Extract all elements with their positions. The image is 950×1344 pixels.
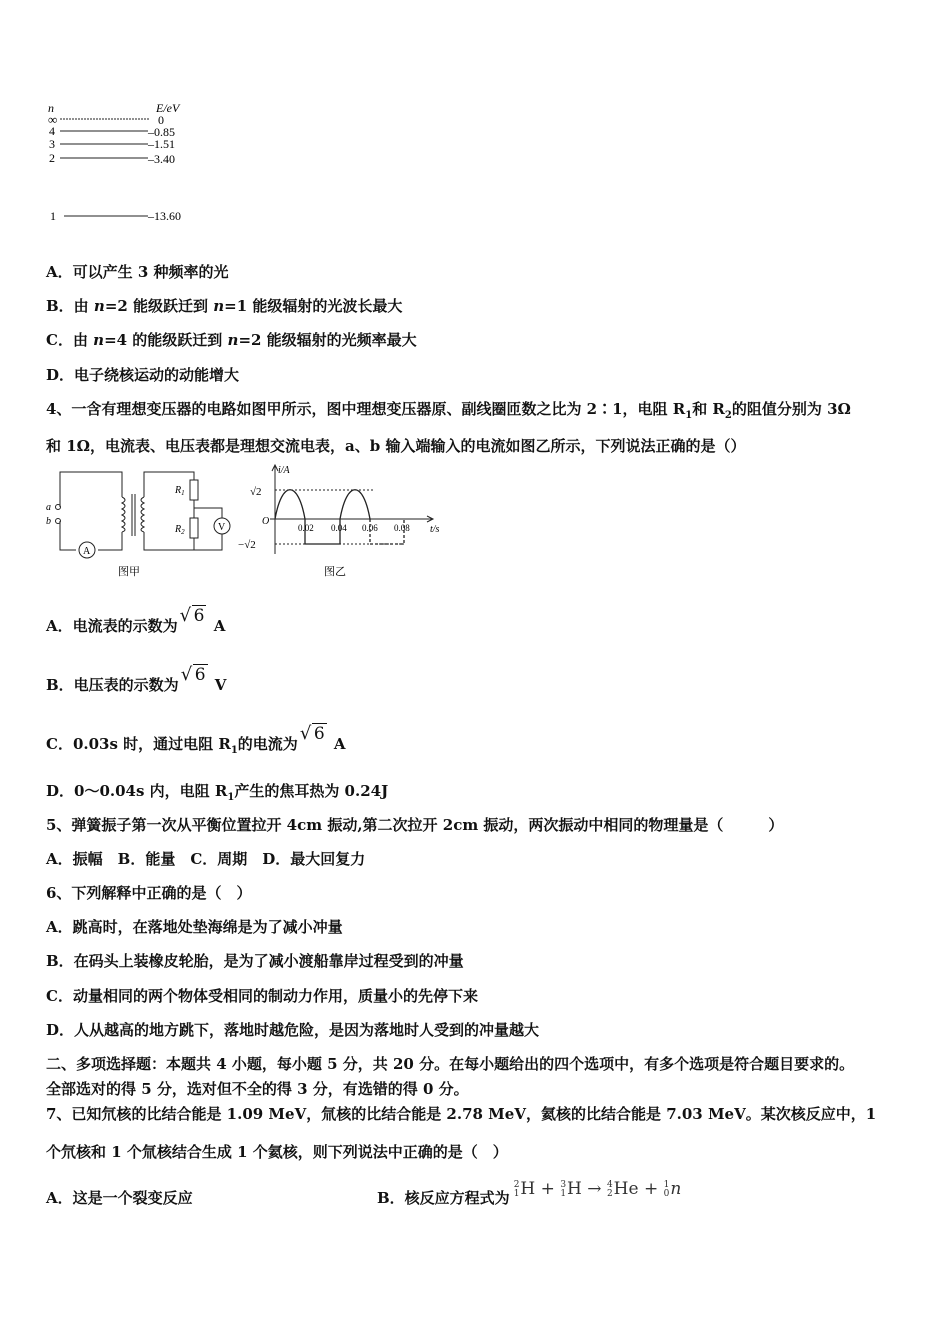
terminal-a-label: a [46, 502, 51, 513]
q3-option-d-text: D．电子绕核运动的动能增大 [46, 366, 240, 384]
q4-stem2-text: 和 1Ω，电流表、电压表都是理想交流电表，a、b 输入端输入的电流如图乙所示，下列说法正确的是（） [46, 437, 746, 455]
q5-stem [46, 814, 783, 835]
q4-d-pre: D．0～0.04s 内，电阻 R [46, 782, 228, 800]
primary-coil [122, 497, 125, 532]
level-4-n: 4 [49, 124, 55, 138]
sqrt-6: √ 6 [179, 605, 205, 626]
voltmeter-label: V [218, 522, 226, 533]
x-axis-label: t/s [430, 524, 440, 535]
tick-0.06: 0.06 [362, 523, 378, 533]
q4-option-c [46, 723, 346, 756]
q4-stem1-pre: 4、一含有理想变压器的电路如图甲所示，图中理想变压器原、副线圈匝数之比为 2∶1，电阻 R [46, 400, 686, 418]
q3-option-c [46, 329, 417, 350]
q6-stem [46, 882, 251, 903]
q7-option-a [46, 1187, 193, 1208]
q4-d-post: 产生的焦耳热为 0.24J [234, 782, 389, 800]
q3-option-b [46, 295, 402, 316]
q4-option-a [46, 605, 226, 636]
sine-half-2 [340, 490, 370, 519]
sine-half-1 [275, 490, 305, 519]
q4-c-sub: 1 [230, 745, 238, 756]
resistor-r2 [190, 518, 198, 538]
q6-option-d [46, 1019, 539, 1040]
q3-c-pre: C．由 [46, 331, 94, 349]
q6-d-text: D．人从越高的地方跳下，落地时越危险，是因为落地时人受到的冲量越大 [46, 1021, 540, 1039]
q3-b-n2: n [213, 297, 225, 315]
level-3-n: 3 [49, 137, 55, 151]
current-waveform-chart [232, 462, 442, 582]
q4-stem1-sub2: 2 [724, 410, 732, 421]
q4-stem1-mid: 和 R [692, 400, 725, 418]
primary-wire [60, 472, 122, 550]
nuclear-equation: 2 1 H + 3 1 H → 4 2 He + 1 0 n [513, 1179, 682, 1199]
level-1-energy: –13.60 [148, 209, 181, 223]
q7-a-text: A．这是一个裂变反应 [46, 1189, 193, 1207]
ammeter-label: A [83, 546, 91, 557]
q3-b-n: n [93, 297, 105, 315]
q5-options-text: A．振幅 B．能量 C．周期 D．最大回复力 [46, 850, 366, 868]
q6-option-b [46, 950, 464, 971]
q7-b-pre: B．核反应方程式为 [377, 1189, 510, 1207]
y-axis-label: i/A [278, 465, 290, 476]
level-2-energy: –3.40 [148, 152, 175, 166]
r2-label: $R_2$ [175, 524, 185, 536]
level-3-energy: –1.51 [148, 137, 175, 151]
q4-option-b [46, 664, 227, 695]
fig-b-caption: 图乙 [324, 566, 346, 578]
q7-stem-line2 [46, 1141, 508, 1162]
q4-c-unit: A [328, 735, 346, 753]
q7-option-b [377, 1179, 682, 1208]
fig-a-caption: 图甲 [118, 566, 140, 578]
q3-option-a [46, 261, 229, 282]
circuit-diagram [44, 462, 244, 582]
q4-stem-line1 [46, 398, 851, 421]
q4-stem-line2 [46, 435, 745, 456]
level-4-energy: –0.85 [148, 125, 175, 139]
q6-b-text: B．在码头上装橡皮轮胎，是为了减小渡船靠岸过程受到的冲量 [46, 952, 464, 970]
q4-stem1-sub1: 1 [685, 410, 693, 421]
q3-b-pre: B．由 [46, 297, 94, 315]
q4-b-pre: B．电压表的示数为 [46, 676, 179, 694]
q4-a-pre: A．电流表的示数为 [46, 617, 178, 635]
level-2-n: 2 [49, 151, 55, 165]
q3-b-post: =1 能级辐射的光波长最大 [224, 297, 403, 315]
origin-label: O [262, 516, 270, 527]
q4-a-unit: A [208, 617, 226, 635]
level-inf-energy: 0 [158, 113, 164, 127]
secondary-wire [144, 472, 222, 550]
q5-options [46, 848, 365, 869]
pos-peak-label: √2 [250, 486, 262, 498]
q4-c-mid: 的电流为 [237, 735, 298, 753]
tick-0.02: 0.02 [298, 523, 314, 533]
secondary-coil [141, 497, 144, 532]
q3-option-d [46, 364, 239, 385]
q4-b-unit: V [209, 676, 227, 694]
q3-option-a-text: A．可以产生 3 种频率的光 [46, 263, 229, 281]
q7-stem-line1 [46, 1103, 876, 1124]
resistor-r1 [190, 480, 198, 500]
energy-axis-label: E/eV [156, 101, 180, 115]
sqrt-6: √ 6 [180, 664, 206, 685]
q6-stem-text: 6、下列解释中正确的是（ ） [46, 884, 252, 902]
sqrt-6: √ 6 [299, 723, 325, 744]
tick-0.08: 0.08 [394, 523, 410, 533]
q5-stem-text: 5、弹簧振子第一次从平衡位置拉开 4cm 振动,第二次拉开 2cm 振动，两次振动中相同的物理量是（ ） [46, 816, 784, 834]
section2-line2 [46, 1078, 469, 1099]
tick-0.04: 0.04 [331, 523, 347, 533]
q4-stem1-post: 的阻值分别为 3Ω [731, 400, 851, 418]
section2-line1 [46, 1053, 854, 1074]
q6-option-a [46, 916, 343, 937]
q6-a-text: A．跳高时，在落地处垫海绵是为了减小冲量 [46, 918, 343, 936]
energy-level-diagram [44, 98, 204, 228]
level-1-n: 1 [50, 209, 56, 223]
q6-option-c [46, 985, 478, 1006]
n-axis-label: n [48, 101, 54, 115]
level-inf-n: ∞ [48, 112, 58, 127]
q4-option-d [46, 780, 388, 803]
q7-stem1-text: 7、已知氘核的比结合能是 1.09 MeV，氚核的比结合能是 2.78 MeV，氦核的比结合能是 7.03 MeV。某次核反应中，1 [46, 1105, 877, 1123]
q4-d-sub: 1 [227, 792, 235, 803]
neg-peak-label: −√2 [238, 539, 256, 551]
q3-b-mid: =2 能级跃迁到 [104, 297, 214, 315]
section2-line2-text: 全部选对的得 5 分，选对但不全的得 3 分，有选错的得 0 分。 [46, 1080, 469, 1098]
q4-c-pre: C．0.03s 时，通过电阻 R [46, 735, 231, 753]
r1-label: $R_1$ [175, 485, 185, 497]
q7-stem2-text: 个氘核和 1 个氚核结合生成 1 个氦核，则下列说法中正确的是（ ） [46, 1143, 508, 1161]
q3-c-mid: =4 的能级跃迁到 [104, 331, 228, 349]
terminal-b-label: b [46, 516, 51, 527]
q6-c-text: C．动量相同的两个物体受相同的制动力作用，质量小的先停下来 [46, 987, 478, 1005]
q3-c-n2: n [227, 331, 239, 349]
q3-c-post: =2 能级辐射的光频率最大 [238, 331, 417, 349]
section2-line1-text: 二、多项选择题：本题共 4 小题，每小题 5 分，共 20 分。在每小题给出的四个选项中，有多个选项是符合题目要求的。 [46, 1055, 855, 1073]
q3-c-n: n [93, 331, 105, 349]
